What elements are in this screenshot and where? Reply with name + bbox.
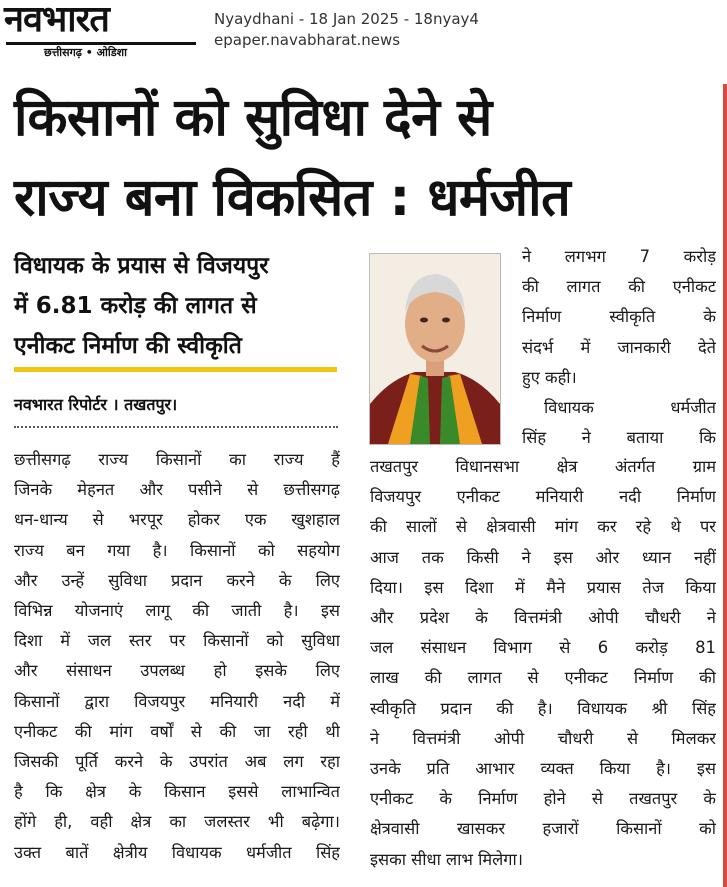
body-line: हुए कही।: [522, 367, 577, 387]
site-link[interactable]: epaper.navabharat.news: [214, 31, 401, 49]
body-line: है कि क्षेत्र के किसान इससे लाभान्वित: [14, 782, 340, 802]
body-line: की लागत की एनीकट: [522, 277, 716, 297]
body-line: की सालों से क्षेत्रवासी मांग कर रहे थे पर: [370, 517, 716, 537]
body-line: जल संसाधन विभाग से 6 करोड़ 81: [370, 638, 716, 658]
logo-underline: [6, 42, 196, 45]
body-line: दिशा में जल स्तर पर किसानों को सुविधा: [14, 631, 340, 651]
body-line: संदर्भ में जानकारी देते: [522, 337, 716, 357]
body-line: आज तक किसी ने इस ओर ध्यान नहीं: [370, 547, 716, 567]
body-line: विधायक धर्मजीत: [544, 398, 716, 418]
body-line: विभिन्न योजनाएं लागू की जाती है। इस: [14, 601, 340, 621]
body-line: इसका सीधा लाभ मिलेगा।: [370, 849, 523, 869]
masthead-logo: [0, 0, 200, 62]
body-line: किसानों द्वारा विजयपुर मनियारी नदी में: [14, 691, 340, 711]
body-line: लाख की लागत से एनीकट निर्माण की: [370, 668, 716, 688]
body-line: और संसाधन उपलब्ध हो इसके लिए: [14, 661, 340, 681]
portrait-illustration: [370, 254, 500, 444]
body-line: दिया। इस दिशा में मैने प्रयास तेज किया: [370, 577, 716, 597]
body-line: निर्माण स्वीकृति के: [522, 307, 716, 327]
body-line: क्षेत्रवासी खासकर हजारों किसानों को: [370, 819, 716, 839]
headline: [14, 78, 714, 238]
body-line: तखतपुर विधानसभा क्षेत्र अंतर्गत ग्राम: [370, 457, 716, 476]
subhead-line: विधायक के प्रयास से विजयपुर: [14, 253, 269, 279]
body-line: ने लगभग 7 करोड़: [522, 247, 716, 266]
body-line: उक्त बातें क्षेत्रीय विधायक धर्मजीत सिंह: [14, 842, 340, 862]
byline-divider: [14, 426, 338, 428]
body-line: धन-धान्य से भरपूर होकर एक खुशहाल: [14, 510, 340, 530]
headline-line: राज्य बना विकसित : धर्मजीत: [14, 168, 571, 228]
logo-region: छत्तीसगढ़ • ओडिशा: [44, 46, 127, 59]
subhead-line: एनीकट निर्माण की स्वीकृति: [14, 333, 242, 359]
body-column-1: [14, 445, 340, 868]
mla-portrait: [369, 253, 501, 445]
body-line: और प्रदेश के वित्तमंत्री ओपी चौधरी ने: [370, 608, 716, 628]
body-column-2: [370, 452, 716, 875]
body-line: उनके प्रति आभार व्यक्त किया है। इस: [370, 759, 716, 779]
page-edge-rule: [723, 84, 727, 887]
subhead-underline: [14, 367, 337, 372]
subhead-line: में 6.81 करोड़ की लागत से: [14, 293, 257, 319]
body-line: और उन्हें सुविधा प्रदान करने के लिए: [14, 570, 340, 590]
body-line: जिसकी पूर्ति करने के उपरांत अब लग रहा: [14, 752, 340, 772]
body-line: राज्य बन गया है। किसानों को सहयोग: [14, 540, 340, 560]
body-line: सिंह ने बताया कि: [522, 428, 716, 448]
body-line: स्वीकृति प्रदान की है। विधायक श्री सिंह: [370, 698, 716, 718]
body-line: एनीकट के निर्माण होने से तखतपुर के: [370, 789, 716, 809]
edition-line: Nyaydhani - 18 Jan 2025 - 18nyay4: [214, 10, 479, 28]
logo-wordmark: नवभारत: [4, 0, 109, 40]
body-line: ने वित्तमंत्री ओपी चौधरी से मिलकर: [370, 728, 716, 748]
body-line: होंगे ही, वही क्षेत्र का जलस्तर भी बढ़ेगा।: [14, 812, 340, 832]
body-line: एनीकट की मांग वर्षों से की जा रही थी: [14, 721, 340, 741]
edition-meta: [214, 9, 479, 51]
body-line: छत्तीसगढ़ राज्य किसानों का राज्य हैं: [14, 450, 340, 469]
byline: नवभारत रिपोर्टर । तखतपुर।: [14, 395, 178, 414]
subheadline: [14, 246, 340, 366]
headline-line: किसानों को सुविधा देने से: [14, 88, 492, 148]
body-line: विजयपुर एनीकट मनियारी नदी निर्माण: [370, 487, 716, 507]
body-column-2-top: [522, 242, 716, 453]
body-line: जिनके मेहनत और पसीने से छत्तीसगढ़: [14, 480, 340, 500]
